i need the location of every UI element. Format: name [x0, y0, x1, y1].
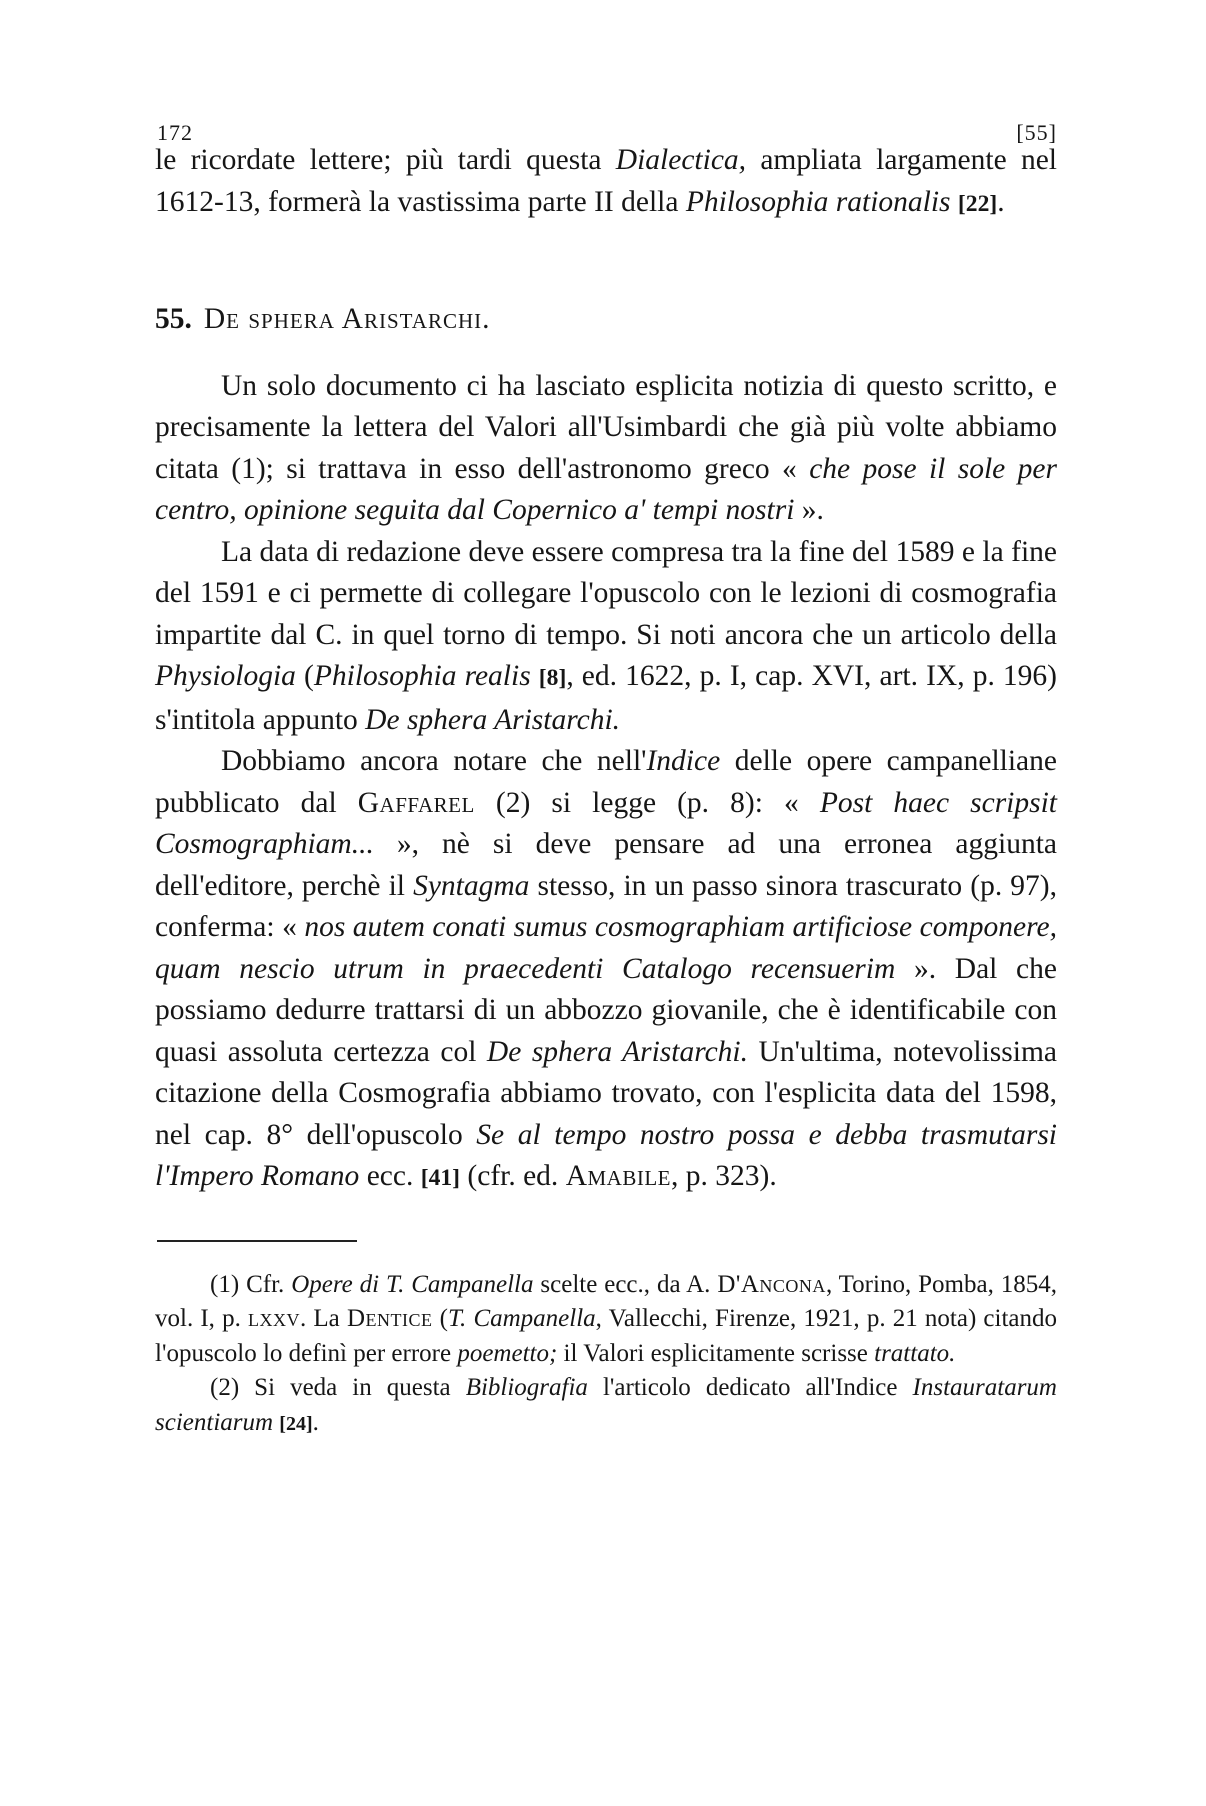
text-run: La data di redazione deve essere compresa tra la fine del 1589 e la fine del 1591 e ci permette di collegare l'opuscolo con le lezioni di cosmografia impartite dal C. in quel torno di tempo. Si noti ancora che un articolo della: [155, 535, 1057, 651]
text-run: (: [295, 660, 314, 692]
italic-quote: nos autem conati sumus cosmographiam artificiose componere, quam nescio utrum in praecedenti Catalogo recensuerim: [155, 911, 1057, 985]
italic-title: Philosophia realis: [313, 660, 531, 692]
text-run: (: [432, 1305, 448, 1332]
italic-title: De sphera Aristarchi.: [486, 1035, 749, 1068]
italic-word: poemetto;: [457, 1339, 558, 1367]
italic-title: Dialectica,: [615, 144, 747, 176]
text-run: stesso, in un passo sinora trascurato (p. 97), conferma: «: [155, 869, 1057, 943]
text-run: [951, 186, 958, 218]
cross-reference: [8]: [538, 665, 567, 691]
text-run: l'articolo dedicato all'Indice: [587, 1374, 913, 1401]
running-head: [155, 100, 1057, 145]
text-run: .: [997, 185, 1005, 218]
text-run: .: [312, 1408, 319, 1436]
section-heading: [155, 299, 1057, 341]
italic-title: Instauratarum scientiarum: [155, 1374, 1057, 1436]
intro-paragraph: [155, 140, 1057, 225]
text-run: , p. 323).: [671, 1160, 777, 1192]
book-page: [155, 100, 1057, 1441]
footnote-divider: [157, 1240, 357, 1242]
italic-title: Philosophia rationalis: [685, 185, 951, 218]
italic-title: Opere di T. Campanella: [291, 1270, 534, 1298]
italic-title: T. Campanella: [447, 1305, 596, 1332]
italic-quote: che pose il sole per centro, opinione seguita dal Copernico a' tempi nostri: [155, 452, 1057, 526]
text-run: , Torino, Pomba, 1854, vol. I, p.: [155, 1270, 1057, 1332]
footnote-2: [155, 1371, 1057, 1441]
text-run: ecc.: [359, 1160, 421, 1192]
text-run: Dobbiamo ancora notare che nell': [221, 745, 647, 777]
text-run: ». Dal che possiamo dedurre trattarsi di un abbozzo giovanile, che è identificabile con quasi assoluta certezza col: [155, 952, 1057, 1068]
text-run: scelte ecc., da A.: [533, 1270, 718, 1298]
author-name: Amabile: [565, 1160, 671, 1192]
italic-title: Syntagma: [413, 869, 530, 902]
text-run: (cfr. ed.: [460, 1160, 566, 1192]
italic-title: De sphera Aristarchi.: [365, 703, 621, 736]
author-name: Dentice: [346, 1305, 433, 1332]
author-name: D'Ancona: [717, 1270, 826, 1298]
section-reference: [55]: [1016, 120, 1057, 145]
section-title: De sphera Aristarchi.: [203, 303, 491, 335]
text-run: (2) si legge (p. 8): «: [474, 786, 820, 819]
text-run: il Valori esplicitamente scrisse: [557, 1339, 875, 1367]
cross-reference: [22]: [957, 190, 998, 217]
text-run: (1) Cfr.: [210, 1270, 292, 1298]
text-run: », nè si deve pensare ad una erronea aggiunta dell'editore, perchè il: [155, 828, 1057, 902]
cross-reference: [24]: [279, 1412, 313, 1435]
text-run: delle opere campanelliane pubblicato dal: [155, 745, 1057, 819]
page-number: 172: [157, 120, 193, 145]
cross-reference: [41]: [420, 1165, 461, 1191]
italic-word: trattato.: [874, 1339, 956, 1367]
author-name: Gaffarel: [357, 786, 475, 819]
text-run: , Vallecchi, Firenze, 1921, p. 21 nota) citando l'opuscolo lo definì per errore: [155, 1305, 1058, 1367]
section-number: 55.: [155, 303, 192, 335]
italic-title: Bibliografia: [465, 1374, 588, 1401]
text-run: le ricordate lettere; più tardi questa: [155, 144, 616, 176]
italic-title: Indice: [646, 745, 721, 777]
paragraph-1: [155, 366, 1057, 532]
roman-numeral: lxxv: [248, 1305, 300, 1332]
italic-title: Physiologia: [155, 660, 296, 692]
text-run: ».: [794, 494, 824, 526]
text-run: ampliata largamente nel 1612-13, formerà la vastissima parte II della: [155, 144, 1057, 218]
paragraph-3: [155, 741, 1057, 1200]
footnotes: [155, 1268, 1057, 1442]
paragraph-2: [155, 532, 1057, 742]
text-run: . La: [300, 1305, 347, 1332]
text-run: [531, 660, 539, 692]
italic-title: Se al tempo nostro possa e debba trasmutarsi l'Impero Romano: [155, 1118, 1057, 1192]
text-run: Un'ultima, notevolissima citazione della Cosmografia abbiamo trovato, con l'esplicita data del 1598, nel cap. 8° dell'opuscolo: [155, 1035, 1058, 1151]
italic-quote: Post haec scripsit Cosmographiam...: [155, 786, 1057, 860]
text-run: (2) Si veda in questa: [210, 1374, 466, 1401]
footnote-1: [155, 1268, 1057, 1372]
text-run: Un solo documento ci ha lasciato esplicita notizia di questo scritto, e precisamente la lettera del Valori all'Usimbardi che già più volte abbiamo citata (1); si trattava in esso dell'astronomo greco «: [155, 369, 1057, 485]
body-text: [155, 140, 1057, 1200]
text-run: , ed. 1622, p. I, cap. XVI, art. IX, p. 196) s'intitola appunto: [155, 660, 1057, 736]
